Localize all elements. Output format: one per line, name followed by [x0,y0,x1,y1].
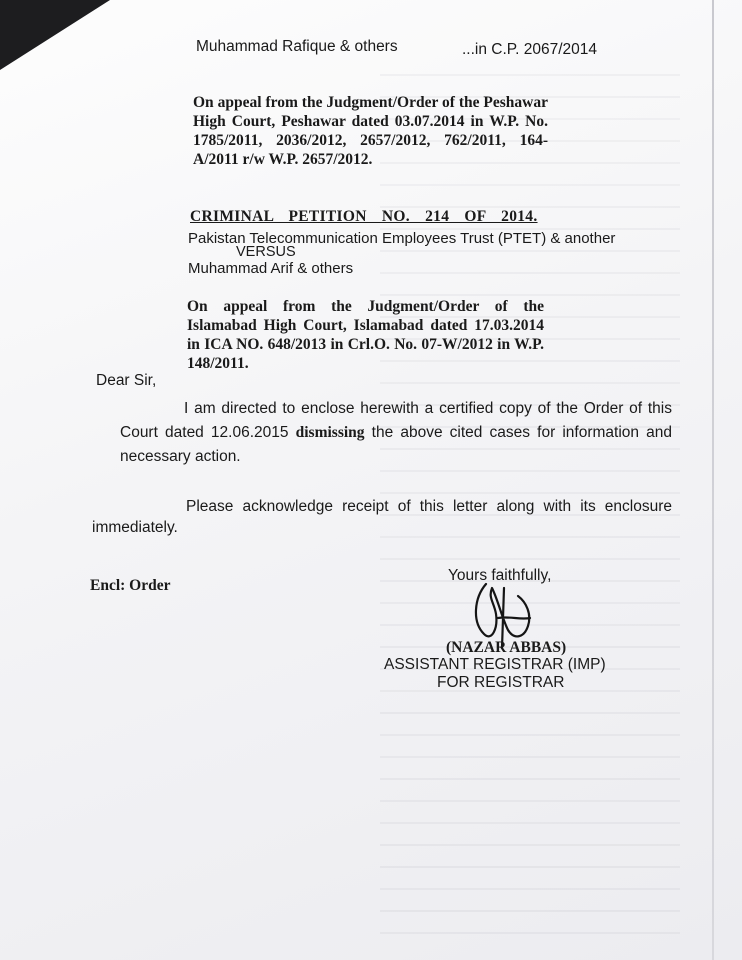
header-party: Muhammad Rafique & others [196,38,398,55]
body-paragraph-1 [120,397,672,469]
appeal-paragraph-peshawar: On appeal from the Judgment/Order of the Peshawar High Court, Peshawar dated 03.07.2014 in W.P. No. 1785/2011, 2036/2012, 2657/2012, 762/2011, 164-A/2011 r/w W.P. 2657/2012. [193,94,548,168]
signatory-title: ASSISTANT REGISTRAR (IMP) [384,656,606,673]
body-paragraph-2: Please acknowledge receipt of this letter along with its enclosure immediately. [92,498,672,536]
body-paragraph-1-text: I am directed to enclose herewith a certified copy of the Order of this Court dated 12.06.2015 [120,400,672,441]
petition-title: CRIMINAL PETITION NO. 214 OF 2014. [190,208,538,225]
header-case-number: ...in C.P. 2067/2014 [462,41,598,58]
dismissing-emphasis: dismissing [295,424,365,441]
salutation: Dear Sir, [96,372,157,389]
respondent-name: Muhammad Arif & others [188,260,354,277]
closing: Yours faithfully, [448,567,552,584]
appeal-paragraph-islamabad: On appeal from the Judgment/Order of the Islamabad High Court, Islamabad dated 17.03.2014 in ICA NO. 648/2013 in Crl.O. No. 07-W/2012 in W.P. 148/2011. [187,298,544,372]
signatory-for: FOR REGISTRAR [437,674,565,691]
enclosure-note: Encl: Order [90,577,171,594]
page-crease [712,0,714,960]
body-paragraph-1-end: the above cited cases for information and necessary action. [120,424,673,465]
versus-label: VERSUS [236,244,296,260]
signatory-name: (NAZAR ABBAS) [446,639,567,656]
petitioner-name: Pakistan Telecommunication Employees Trust (PTET) & another [188,230,616,247]
